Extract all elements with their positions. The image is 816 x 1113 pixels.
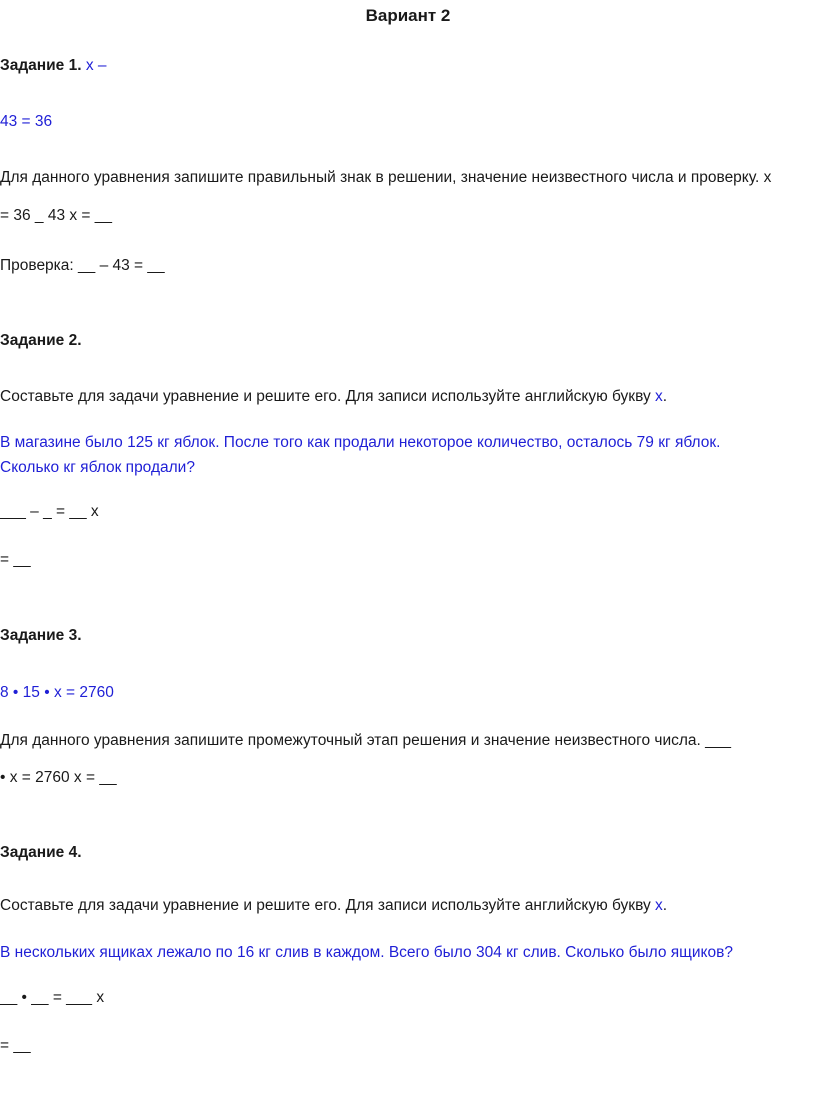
page-title: Вариант 2 [365,6,451,25]
task1-equation-part1: x – [85,57,107,74]
task2-instruction-text: Составьте для задачи уравнение и решите его. Для записи используйте английскую букву [0,388,651,405]
task2-blank1: ___ – _ = __ x [0,503,99,520]
task2-problem-line2: Сколько кг яблок продали? [0,459,195,476]
task4-heading: Задание 4. [0,844,82,861]
task3-heading: Задание 3. [0,627,82,644]
task2-instruction-var: x [655,388,663,405]
task4-problem: В нескольких ящиках лежало по 16 кг слив в каждом. Всего было 304 кг слив. Сколько было ящиков? [0,944,733,961]
task4-blank2: = __ [0,1037,31,1054]
task4-instruction-text: Составьте для задачи уравнение и решите его. Для записи используйте английскую букву [0,897,651,914]
task2-blank2: = __ [0,551,31,568]
task1-instruction: Для данного уравнения запишите правильный знак в решении, значение неизвестного числа и проверку. x [0,169,772,186]
task3-solution: • x = 2760 x = __ [0,769,117,786]
task4-blank1: __ • __ = ___ x [0,989,105,1006]
task1-heading: Задание 1. [0,57,82,74]
task1-check: Проверка: __ – 43 = __ [0,257,165,274]
task2-problem-line1: В магазине было 125 кг яблок. После того как продали некоторое количество, осталось 79 кг яблок. [0,434,721,451]
task2-heading: Задание 2. [0,332,82,349]
task4-instruction-end: . [662,897,668,914]
task1-line [0,56,107,76]
task2-instruction-end: . [662,388,668,405]
task1-solution: = 36 _ 43 x = __ [0,207,113,224]
task3-equation: 8 • 15 • x = 2760 [0,684,114,701]
task4-instruction-var: x [655,897,663,914]
task2-instruction [0,387,667,407]
task4-instruction [0,896,667,916]
task3-instruction: Для данного уравнения запишите промежуточный этап решения и значение неизвестного числа. ___ [0,732,732,749]
task1-equation-part2: 43 = 36 [0,113,53,130]
